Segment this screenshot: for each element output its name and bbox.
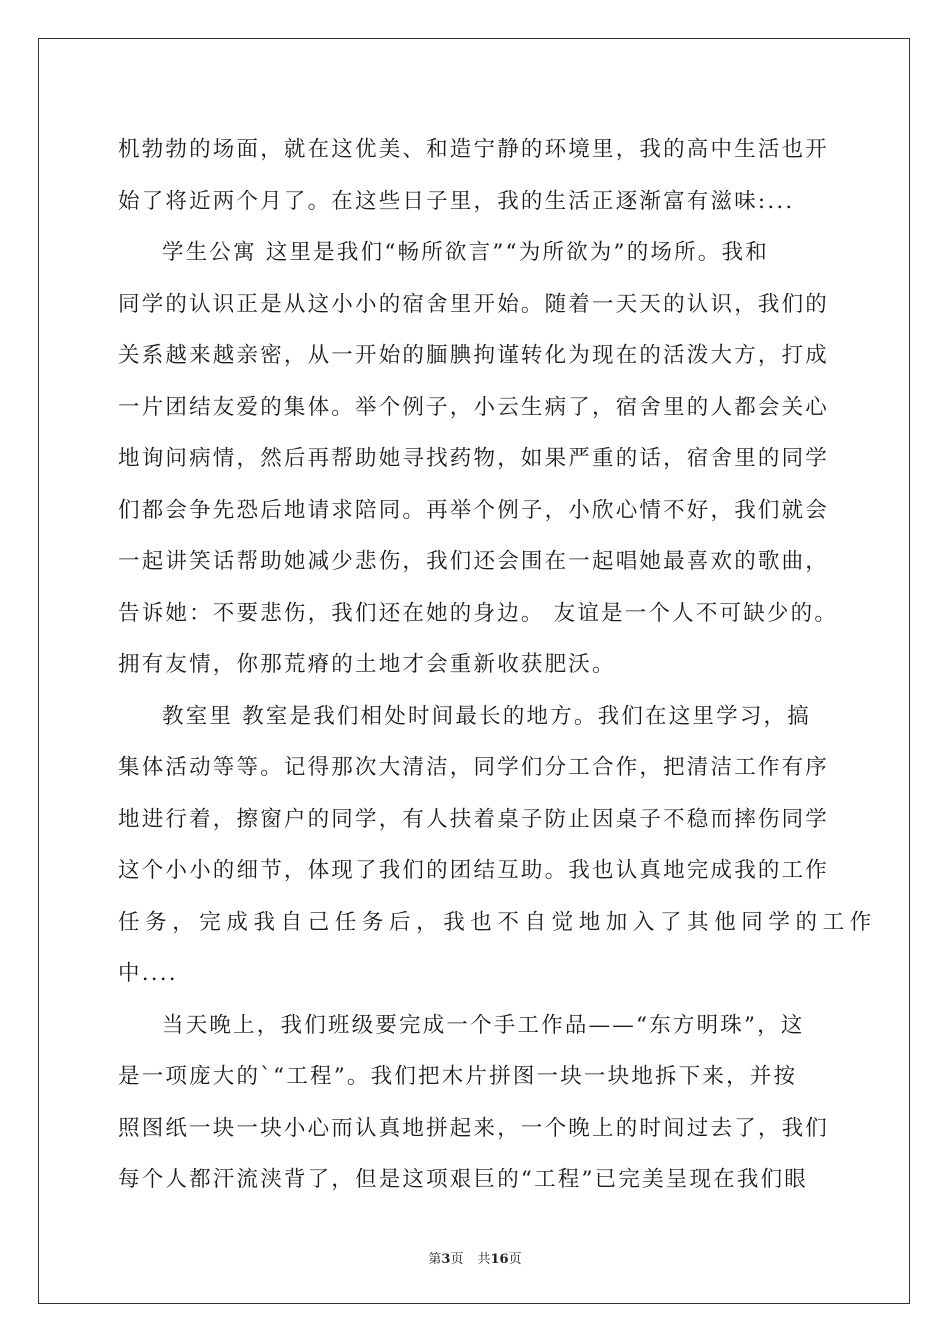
page-label-prefix: 第 (428, 1252, 442, 1267)
text-line: 拥有友情，你那荒瘠的土地才会重新收获肥沃。 (118, 652, 616, 677)
text-line: 地询问病情，然后再帮助她寻找药物，如果严重的话，宿舍里的同学 (118, 446, 830, 471)
page-number: 3 (441, 1252, 451, 1267)
text-line: 机勃勃的场面，就在这优美、和造宁静的环境里，我的高中生活也开 (118, 137, 830, 162)
total-label-prefix: 共 (477, 1252, 491, 1267)
paragraph-start-line: 教室里 教室是我们相处时间最长的地方。我们在这里学习，搞 (162, 703, 811, 729)
text-line: 关系越来越亲密，从一开始的腼腆拘谨转化为现在的活泼大方，打成 (118, 343, 830, 368)
document-body (118, 124, 877, 1206)
text-line: 集体活动等等。记得那次大清洁，同学们分工合作，把清洁工作有序 (118, 755, 830, 780)
text-line: 一片团结友爱的集体。举个例子，小云生病了，宿舍里的人都会关心 (118, 394, 830, 420)
text-line: 每个人都汗流浃背了，但是这项艰巨的“工程”已完美呈现在我们眼 (118, 1167, 808, 1192)
paragraph-start-line: 当天晚上，我们班级要完成一个手工作品——“东方明珠”，这 (162, 1012, 805, 1038)
text-line: 告诉她：不要悲伤，我们还在她的身边。 友谊是一个人不可缺少的。 (118, 600, 839, 626)
text-line: 同学的认识正是从这小小的宿舍里开始。随着一天天的认识，我们的 (118, 291, 830, 317)
page-label-suffix: 页 (450, 1252, 464, 1267)
text-line: 是一项庞大的`“工程”。我们把木片拼图一块一块地拆下来，并按 (118, 1064, 798, 1089)
text-line: 照图纸一块一块小心而认真地拼起来，一个晚上的时间过去了，我们 (118, 1115, 830, 1141)
text-line: 中.... (118, 961, 178, 986)
text-line: 始了将近两个月了。在这些日子里，我的生活正逐渐富有滋味:... (118, 188, 795, 214)
text-line: 一起讲笑话帮助她减少悲伤，我们还会围在一起唱她最喜欢的歌曲， (118, 549, 830, 574)
total-label-suffix: 页 (508, 1252, 522, 1267)
paragraph-start-line: 学生公寓 这里是我们“畅所欲言”“为所欲为”的场所。我和 (162, 240, 769, 265)
text-line: 任务，完成我自己任务后，我也不自觉地加入了其他同学的工作 (118, 909, 877, 935)
text-line: 这个小小的细节，体现了我们的团结互助。我也认真地完成我的工作 (118, 858, 830, 883)
text-line: 们都会争先恐后地请求陪同。再举个例子，小欣心情不好，我们就会 (118, 497, 830, 523)
total-pages: 16 (490, 1252, 509, 1267)
page-footer (0, 1248, 950, 1267)
text-line: 地进行着，擦窗户的同学，有人扶着桌子防止因桌子不稳而摔伤同学 (118, 806, 830, 832)
